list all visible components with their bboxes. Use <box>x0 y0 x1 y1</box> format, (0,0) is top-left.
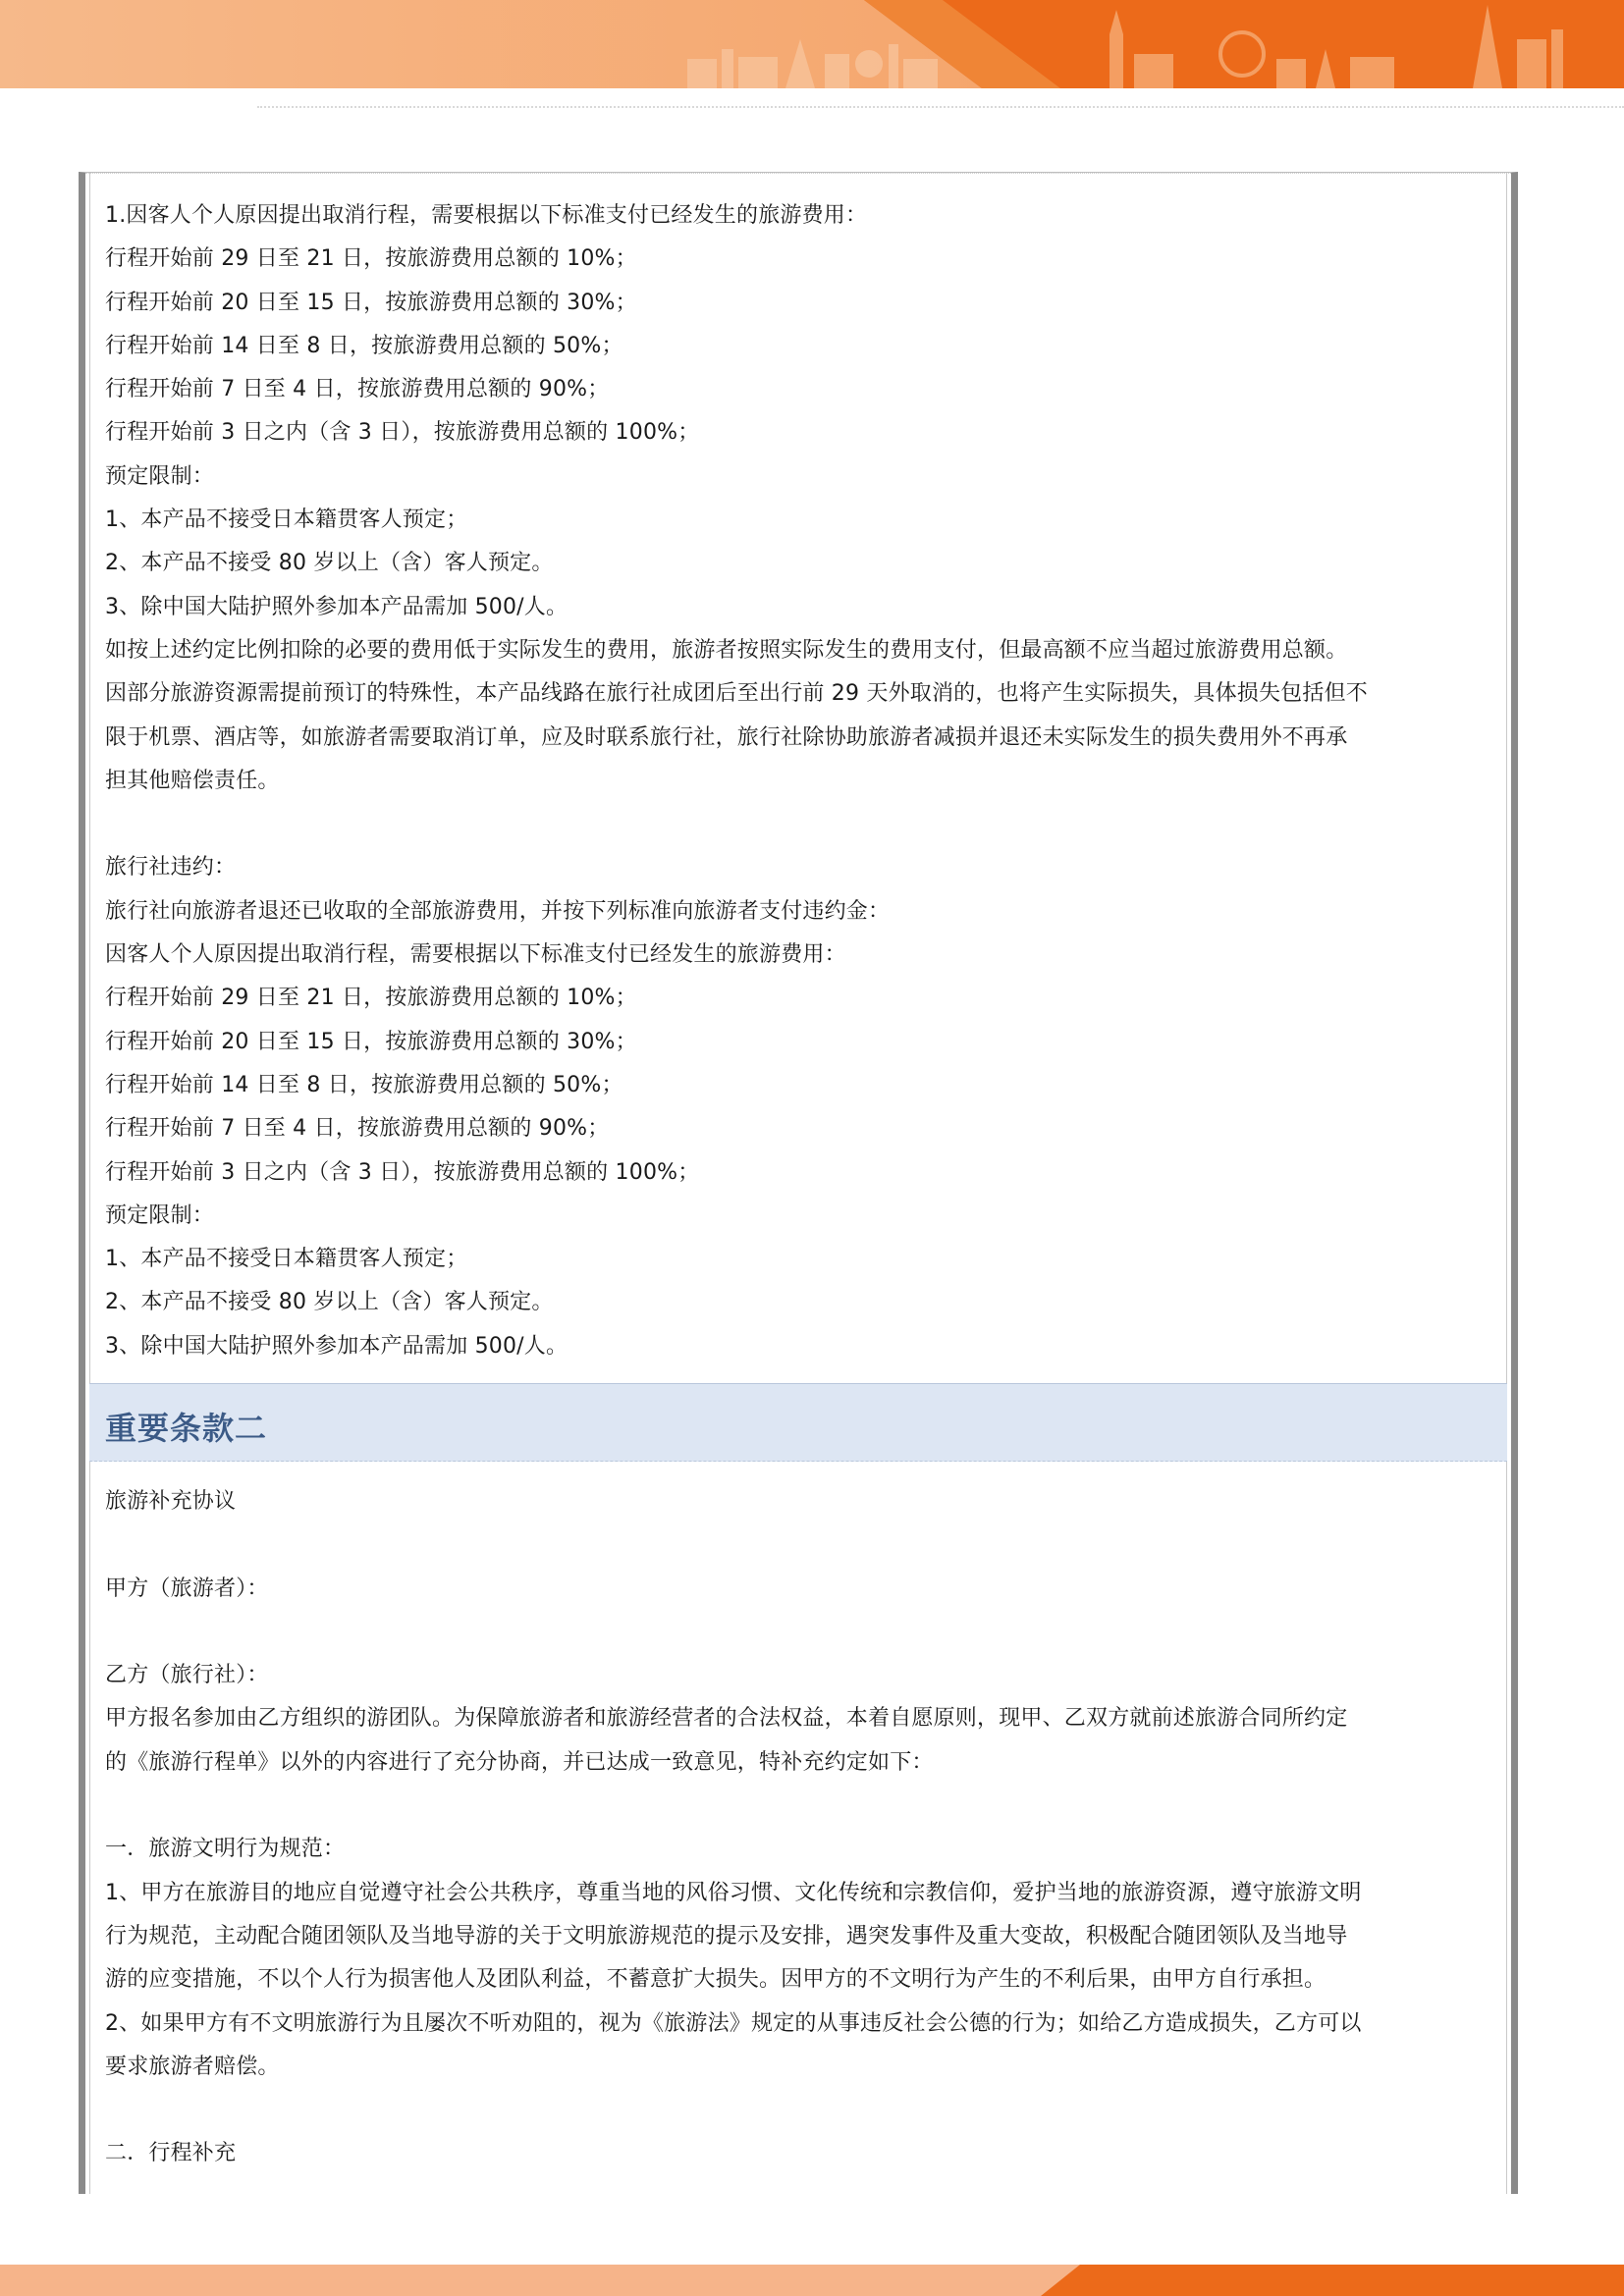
content-frame <box>79 172 1518 2194</box>
text-line: 行程开始前 3 日之内（含 3 日），按旅游费用总额的 100%； <box>105 420 700 446</box>
text-line: 一．旅游文明行为规范： <box>105 1837 346 1862</box>
blank-line <box>105 1611 1501 1654</box>
text-line: 1.因客人个人原因提出取消行程，需要根据以下标准支付已经发生的旅游费用： <box>105 203 868 228</box>
blank-line <box>105 1785 1501 1828</box>
text-line: 甲方（旅游者）： <box>105 1575 269 1601</box>
text-line: 行程开始前 3 日之内（含 3 日），按旅游费用总额的 100%； <box>105 1159 700 1185</box>
supplementary-agreement-block <box>105 1480 1501 2176</box>
text-line: 旅游补充协议 <box>105 1489 237 1514</box>
section-title: 重要条款二 <box>105 1410 268 1447</box>
text-line: 3、除中国大陆护照外参加本产品需加 500/人。 <box>105 1333 568 1359</box>
text-line: 2、如果甲方有不文明旅游行为且屡次不听劝阻的，视为《旅游法》规定的从事违反社会公德的行为；如给乙方造成损失，乙方可以 <box>105 2010 1362 2036</box>
text-line: 旅行社违约： <box>105 855 237 881</box>
text-line: 预定限制： <box>105 1202 215 1228</box>
text-line: 的《旅游行程单》以外的内容进行了充分协商，并已达成一致意见，特补充约定如下： <box>105 1749 934 1775</box>
text-line: 二．行程补充 <box>105 2141 237 2166</box>
blank-line <box>105 803 1501 846</box>
text-line: 行程开始前 14 日至 8 日，按旅游费用总额的 50%； <box>105 1072 623 1097</box>
text-line: 2、本产品不接受 80 岁以上（含）客人预定。 <box>105 1290 554 1315</box>
text-line: 限于机票、酒店等，如旅游者需要取消订单，应及时联系旅行社，旅行社除协助旅游者减损并退还未实际发生的损失费用外不再承 <box>105 724 1348 750</box>
footer-banner-graphic <box>0 2265 1624 2296</box>
text-line: 2、本产品不接受 80 岁以上（含）客人预定。 <box>105 551 554 576</box>
text-line: 1、甲方在旅游目的地应自觉遵守社会公共秩序，尊重当地的风俗习惯、文化传统和宗教信仰，爱护当地的旅游资源，遵守旅游文明 <box>105 1880 1362 1905</box>
text-line: 3、除中国大陆护照外参加本产品需加 500/人。 <box>105 594 568 619</box>
text-line: 行程开始前 7 日至 4 日，按旅游费用总额的 90%； <box>105 1116 610 1142</box>
blank-line <box>105 2089 1501 2132</box>
text-line: 如按上述约定比例扣除的必要的费用低于实际发生的费用，旅游者按照实际发生的费用支付，但最高额不应当超过旅游费用总额。 <box>105 637 1348 663</box>
text-line: 行程开始前 20 日至 15 日，按旅游费用总额的 30%； <box>105 290 637 315</box>
text-line: 1、本产品不接受日本籍贯客人预定； <box>105 1247 468 1272</box>
footer-banner <box>0 2265 1624 2296</box>
text-line: 乙方（旅行社）： <box>105 1663 269 1688</box>
text-line: 行为规范，主动配合随团领队及当地导游的关于文明旅游规范的提示及安排，遇突发事件及重大变故，积极配合随团领队及当地导 <box>105 1923 1348 1949</box>
text-line: 行程开始前 7 日至 4 日，按旅游费用总额的 90%； <box>105 377 610 402</box>
section-header <box>89 1383 1507 1462</box>
text-line: 甲方报名参加由乙方组织的游团队。为保障旅游者和旅游经营者的合法权益，本着自愿原则，现甲、乙双方就前述旅游合同所约定 <box>105 1706 1348 1732</box>
text-line: 行程开始前 14 日至 8 日，按旅游费用总额的 50%； <box>105 333 623 358</box>
blank-line <box>105 1523 1501 1567</box>
header-banner-graphic <box>0 0 1624 88</box>
text-line: 1、本产品不接受日本籍贯客人预定； <box>105 507 468 533</box>
header-divider <box>257 106 1624 108</box>
text-line: 因部分旅游资源需提前预订的特殊性，本产品线路在旅行社成团后至出行前 29 天外取消的，也将产生实际损失，具体损失包括但不 <box>105 681 1368 707</box>
text-line: 游的应变措施，不以个人行为损害他人及团队利益，不蓄意扩大损失。因甲方的不文明行为产生的不利后果，由甲方自行承担。 <box>105 1967 1326 1993</box>
text-line: 预定限制： <box>105 463 215 489</box>
text-line: 担其他赔偿责任。 <box>105 768 280 793</box>
cancellation-terms-block <box>105 194 1501 1368</box>
text-line: 要求旅游者赔偿。 <box>105 2054 280 2079</box>
text-line: 行程开始前 29 日至 21 日，按旅游费用总额的 10%； <box>105 246 637 272</box>
text-line: 因客人个人原因提出取消行程，需要根据以下标准支付已经发生的旅游费用： <box>105 942 846 968</box>
text-line: 旅行社向旅游者退还已收取的全部旅游费用，并按下列标准向旅游者支付违约金： <box>105 898 891 924</box>
text-line: 行程开始前 20 日至 15 日，按旅游费用总额的 30%； <box>105 1029 637 1054</box>
header-banner <box>0 0 1624 88</box>
text-line: 行程开始前 29 日至 21 日，按旅游费用总额的 10%； <box>105 986 637 1011</box>
